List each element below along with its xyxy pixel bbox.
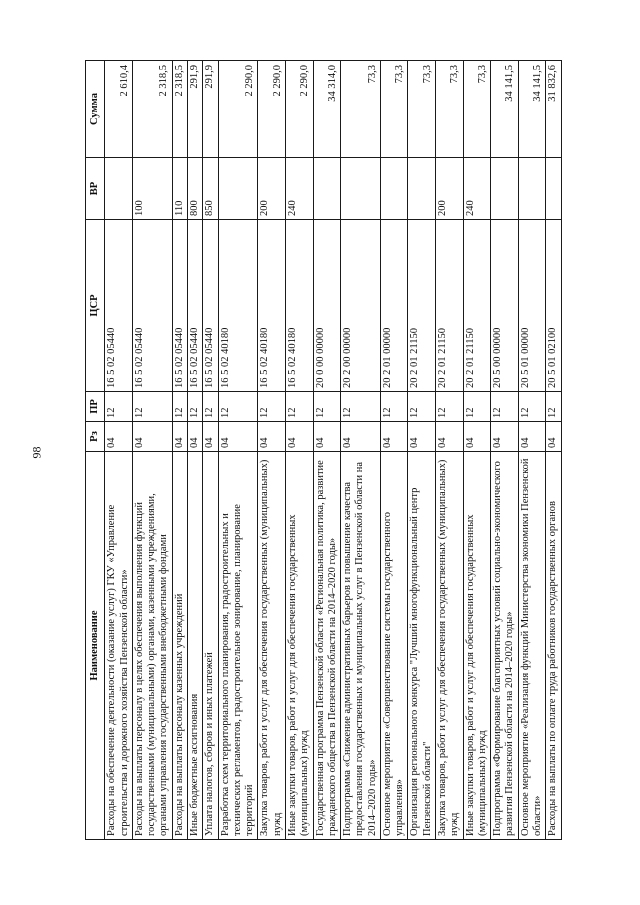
- cell-name: Основное мероприятие «Совершенствование системы государственного управления»: [380, 452, 408, 840]
- cell-rz: 04: [132, 422, 172, 452]
- table-row: [408, 61, 436, 840]
- cell-sum: 2 318,5: [132, 61, 172, 158]
- cell-rz: 04: [518, 422, 546, 452]
- cell-rz: 04: [172, 422, 187, 452]
- cell-sum: 2 290,0: [258, 61, 286, 158]
- cell-csr: 20 2 01 00000: [380, 220, 408, 392]
- cell-csr: 20 2 01 21150: [408, 220, 436, 392]
- table-row: [105, 61, 133, 840]
- cell-name: Расходы на выплаты по оплате труда работников государственных органов: [546, 452, 561, 840]
- cell-sum: 291,9: [187, 61, 202, 158]
- cell-name: Основное мероприятие «Реализация функций Министерства экономики Пензенской области»: [518, 452, 546, 840]
- cell-rz: 04: [341, 422, 381, 452]
- cell-pr: 12: [132, 392, 172, 422]
- cell-pr: 12: [491, 392, 519, 422]
- table-row: [203, 61, 218, 840]
- cell-vr: [491, 158, 519, 220]
- cell-csr: 20 0 00 00000: [313, 220, 341, 392]
- cell-pr: 12: [518, 392, 546, 422]
- cell-csr: 20 2 01 21150: [463, 220, 491, 392]
- cell-pr: 12: [546, 392, 561, 422]
- table-row: [518, 61, 546, 840]
- cell-csr: 16 5 02 05440: [132, 220, 172, 392]
- cell-name: Расходы на обеспечение деятельности (оказание услуг) ГКУ «Управление строительства и дорожного хозяйства Пензенской области»: [105, 452, 133, 840]
- cell-rz: 04: [313, 422, 341, 452]
- table-row: [172, 61, 187, 840]
- page-number: 98: [29, 446, 44, 459]
- cell-pr: 12: [380, 392, 408, 422]
- cell-vr: [380, 158, 408, 220]
- cell-name: Подпрограмма «Снижение административных барьеров и повышение качества предоставления государственных и муниципальных услуг в Пензенской области на 2014–2020 годы»: [341, 452, 381, 840]
- cell-csr: 16 5 02 40180: [285, 220, 313, 392]
- table-body: [105, 61, 561, 840]
- cell-vr: [408, 158, 436, 220]
- cell-sum: 34 141,5: [518, 61, 546, 158]
- cell-sum: 34 314,0: [313, 61, 341, 158]
- cell-sum: 73,3: [463, 61, 491, 158]
- cell-sum: 34 141,5: [491, 61, 519, 158]
- cell-rz: 04: [436, 422, 464, 452]
- cell-sum: 73,3: [341, 61, 381, 158]
- cell-name: Уплата налогов, сборов и иных платежей: [203, 452, 218, 840]
- cell-rz: 04: [218, 422, 258, 452]
- cell-pr: 12: [105, 392, 133, 422]
- cell-vr: [218, 158, 258, 220]
- cell-pr: 12: [313, 392, 341, 422]
- cell-vr: [341, 158, 381, 220]
- table-row: [187, 61, 202, 840]
- cell-pr: 12: [258, 392, 286, 422]
- cell-pr: 12: [172, 392, 187, 422]
- cell-csr: 20 2 00 00000: [341, 220, 381, 392]
- cell-sum: 73,3: [436, 61, 464, 158]
- cell-name: Подпрограмма «Формирование благоприятных условий социально-экономического развития Пензенской области на 2014–2020 годы»: [491, 452, 519, 840]
- table-row: [313, 61, 341, 840]
- cell-name: Расходы на выплаты персоналу в целях обеспечения выполнения функций государственными (муниципальными) органами, казенными учреждениями, органами управления государственными внебюджетными фондами: [132, 452, 172, 840]
- cell-name: Расходы на выплаты персоналу казенных учреждений: [172, 452, 187, 840]
- cell-rz: 04: [491, 422, 519, 452]
- cell-csr: 16 5 02 05440: [105, 220, 133, 392]
- cell-name: Разработка схем территориального планирования, градостроительных и технических регламентов, градостроительное зонирование, планирование территорий: [218, 452, 258, 840]
- cell-sum: 73,3: [408, 61, 436, 158]
- cell-csr: 20 5 01 00000: [518, 220, 546, 392]
- cell-rz: 04: [258, 422, 286, 452]
- cell-rz: 04: [203, 422, 218, 452]
- cell-vr: [313, 158, 341, 220]
- cell-csr: 16 5 02 40180: [218, 220, 258, 392]
- cell-pr: 12: [218, 392, 258, 422]
- cell-name: Государственная программа Пензенской области «Региональная политика, развитие гражданского общества в Пензенской области на 2014–2020 годы»: [313, 452, 341, 840]
- cell-sum: 2 290,0: [218, 61, 258, 158]
- cell-pr: 12: [285, 392, 313, 422]
- cell-vr: 850: [203, 158, 218, 220]
- cell-rz: 04: [546, 422, 561, 452]
- cell-pr: 12: [341, 392, 381, 422]
- table-row: [132, 61, 172, 840]
- cell-vr: 200: [258, 158, 286, 220]
- rotated-table-wrapper: [85, 61, 559, 840]
- table-row: [491, 61, 519, 840]
- cell-vr: 200: [436, 158, 464, 220]
- cell-rz: 04: [105, 422, 133, 452]
- table-header-row: [86, 61, 105, 840]
- cell-vr: [546, 158, 561, 220]
- cell-name: Иные закупки товаров, работ и услуг для обеспечения государственных (муниципальных) нужд: [285, 452, 313, 840]
- header-sum: Сумма: [86, 61, 105, 158]
- header-csr: ЦСР: [86, 220, 105, 392]
- header-vr: ВР: [86, 158, 105, 220]
- table-row: [546, 61, 561, 840]
- cell-sum: 31 832,6: [546, 61, 561, 158]
- cell-pr: 12: [463, 392, 491, 422]
- cell-pr: 12: [203, 392, 218, 422]
- table-row: [258, 61, 286, 840]
- header-name: Наименование: [86, 452, 105, 840]
- cell-sum: 2 318,5: [172, 61, 187, 158]
- budget-table: [85, 60, 562, 840]
- cell-pr: 12: [408, 392, 436, 422]
- cell-csr: 16 5 02 05440: [172, 220, 187, 392]
- cell-name: Иные бюджетные ассигнования: [187, 452, 202, 840]
- cell-vr: [518, 158, 546, 220]
- cell-vr: 800: [187, 158, 202, 220]
- cell-csr: 16 5 02 05440: [187, 220, 202, 392]
- cell-rz: 04: [408, 422, 436, 452]
- cell-rz: 04: [285, 422, 313, 452]
- cell-sum: 291,9: [203, 61, 218, 158]
- cell-name: Организация регионального конкурса "Лучший многофункциональный центр Пензенской области": [408, 452, 436, 840]
- cell-vr: [105, 158, 133, 220]
- cell-csr: 16 5 02 05440: [203, 220, 218, 392]
- cell-name: Закупка товаров, работ и услуг для обеспечения государственных (муниципальных) нужд: [436, 452, 464, 840]
- cell-sum: 2 290,0: [285, 61, 313, 158]
- table-row: [436, 61, 464, 840]
- header-rz: Рз: [86, 422, 105, 452]
- cell-pr: 12: [187, 392, 202, 422]
- cell-csr: 20 5 00 00000: [491, 220, 519, 392]
- cell-rz: 04: [187, 422, 202, 452]
- cell-sum: 73,3: [380, 61, 408, 158]
- table-row: [341, 61, 381, 840]
- table-row: [463, 61, 491, 840]
- cell-name: Иные закупки товаров, работ и услуг для обеспечения государственных (муниципальных) нужд: [463, 452, 491, 840]
- cell-vr: 110: [172, 158, 187, 220]
- cell-rz: 04: [380, 422, 408, 452]
- cell-csr: 16 5 02 40180: [258, 220, 286, 392]
- cell-csr: 20 5 01 02100: [546, 220, 561, 392]
- table-row: [380, 61, 408, 840]
- cell-csr: 20 2 01 21150: [436, 220, 464, 392]
- table-row: [218, 61, 258, 840]
- cell-vr: 240: [463, 158, 491, 220]
- cell-pr: 12: [436, 392, 464, 422]
- cell-rz: 04: [463, 422, 491, 452]
- cell-vr: 100: [132, 158, 172, 220]
- header-pr: ПР: [86, 392, 105, 422]
- cell-vr: 240: [285, 158, 313, 220]
- table-row: [285, 61, 313, 840]
- cell-sum: 2 610,4: [105, 61, 133, 158]
- cell-name: Закупка товаров, работ и услуг для обеспечения государственных (муниципальных) нужд: [258, 452, 286, 840]
